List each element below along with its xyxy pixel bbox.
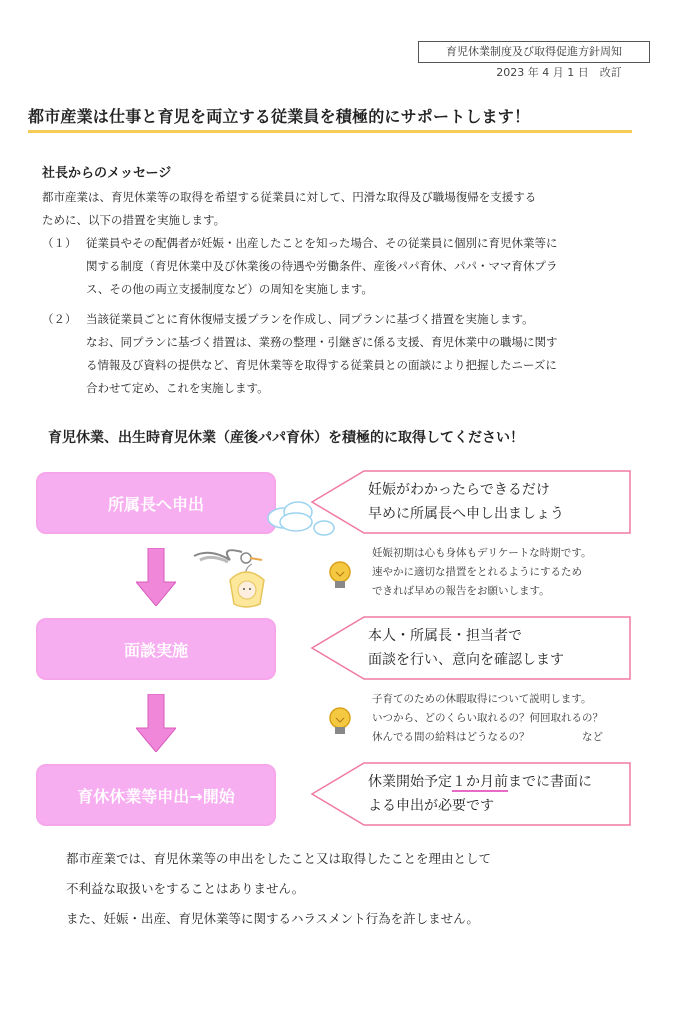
footer-statement — [66, 844, 491, 934]
arrow-down-icon — [136, 694, 176, 752]
message-title: 社長からのメッセージ — [42, 166, 172, 181]
flow-title: 育児休業、出生時育児休業（産後パパ育休）を積極的に取得してください！ — [48, 430, 524, 446]
stork-baby-icon — [190, 538, 280, 610]
lightbulb-icon — [326, 558, 354, 592]
item-line: 当該従業員ごとに育休復帰支援プランを作成し、同プランに基づく措置を実施します。 — [86, 312, 534, 326]
step-interview: 面談実施 — [36, 618, 276, 680]
footer-line: 都市産業では、育児休業等の申出をしたこと又は取得したことを理由として — [66, 851, 492, 866]
note-line: いつから、どのくらい取れるの？何回取れるの？ — [372, 712, 603, 724]
callout-line — [368, 770, 592, 794]
footer-line: また、妊娠・出産、育児休業等に関するハラスメント行為を許しません。 — [66, 911, 479, 926]
step-leave-application: 育休休業等申出→開始 — [36, 764, 276, 826]
item-line: なお、同プランに基づく措置は、業務の整理・引継ぎに係る支援、育児休業中の職場に関す — [86, 335, 558, 349]
note-line: 妊娠初期は心も身体もデリケートな時期です。 — [372, 547, 592, 559]
footer-line: 不利益な取扱いをすることはありません。 — [66, 881, 305, 896]
message-item-2 — [86, 308, 558, 400]
headline-underline — [28, 130, 632, 133]
item-line: ス、その他の両立支援制度など）の周知を実施します。 — [86, 282, 373, 296]
item-line: 合わせて定め、これを実施します。 — [86, 381, 269, 395]
note-line: できれば早めの報告をお願いします。 — [372, 585, 550, 597]
item-line: 関する制度（育児休業中及び休業後の待遇や労働条件、産後パパ育休、パパ・ママ育休プラ — [86, 259, 558, 273]
message-intro — [42, 186, 536, 232]
callout-step-3 — [368, 770, 592, 818]
callout-step-2 — [368, 624, 564, 672]
arrow-down-icon — [136, 548, 176, 606]
callout-line: 妊娠がわかったらできるだけ — [368, 482, 550, 498]
cloud-icon — [262, 496, 340, 540]
note-line: 速やかに適切な措置をとれるようにするため — [372, 566, 582, 578]
item-line: 従業員やその配偶者が妊娠・出産したことを知った場合、その従業員に個別に育児休業等に — [86, 236, 558, 250]
note-line: 子育てのための休暇取得について説明します。 — [372, 693, 592, 705]
callout-line: 面談を行い、意向を確認します — [368, 652, 564, 668]
document-tag: 育児休業制度及び取得促進方針周知 — [418, 41, 650, 63]
note-1 — [372, 544, 591, 601]
callout-part: までに書面に — [508, 774, 592, 790]
callout-part: 休業開始予定 — [368, 774, 452, 790]
callout-step-1 — [368, 478, 564, 526]
intro-line: 都市産業は、育児休業等の取得を希望する従業員に対して、円滑な取得及び職場復帰を支援する — [42, 190, 537, 204]
revision-date: 2023 年 4 月 1 日 改訂 — [496, 66, 622, 79]
lightbulb-icon — [326, 704, 354, 738]
step-report-to-manager: 所属長へ申出 — [36, 472, 276, 534]
item-number: （１） — [42, 236, 77, 250]
item-line: る情報及び資料の提供など、育児休業等を取得する従業員との面談により把握したニーズに — [86, 358, 557, 372]
callout-line: 早めに所属長へ申し出ましょう — [368, 506, 564, 522]
callout-line: よる申出が必要です — [368, 798, 494, 814]
item-number: （２） — [42, 312, 77, 326]
intro-line: ために、以下の措置を実施します。 — [42, 213, 226, 227]
callout-line: 本人・所属長・担当者で — [368, 628, 522, 644]
message-item-1 — [86, 232, 558, 301]
page-headline: 都市産業は仕事と育児を両立する従業員を積極的にサポートします！ — [28, 107, 531, 126]
note-line: 休んでる間の給料はどうなるの？ など — [372, 731, 603, 743]
deadline-highlight: １か月前 — [452, 774, 508, 790]
note-2 — [372, 690, 603, 747]
